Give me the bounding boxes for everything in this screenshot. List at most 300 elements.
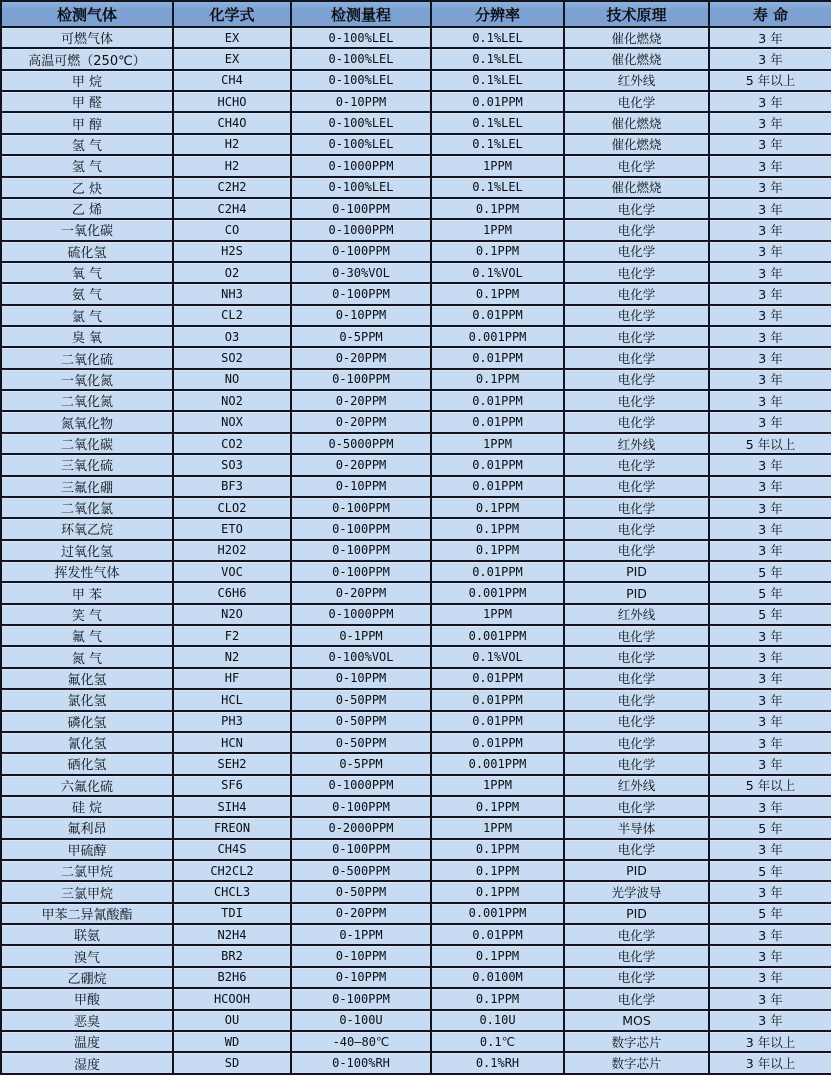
cell-range: 0-5PPM xyxy=(291,326,431,347)
cell-principle: 电化学 xyxy=(564,219,709,240)
table-row xyxy=(1,70,831,91)
cell-formula: BR2 xyxy=(173,945,291,966)
table-row xyxy=(1,241,831,262)
cell-lifespan: 3 年 xyxy=(709,91,831,112)
cell-lifespan: 3 年以上 xyxy=(709,1031,831,1052)
table-row xyxy=(1,283,831,304)
cell-formula: H2S xyxy=(173,241,291,262)
cell-gas: 氮 气 xyxy=(1,646,173,667)
cell-lifespan: 3 年 xyxy=(709,411,831,432)
cell-principle: 催化燃烧 xyxy=(564,48,709,69)
cell-principle: 电化学 xyxy=(564,924,709,945)
cell-lifespan: 5 年以上 xyxy=(709,70,831,91)
cell-lifespan: 3 年 xyxy=(709,881,831,902)
cell-range: 0-100%LEL xyxy=(291,70,431,91)
cell-gas: 六氟化硫 xyxy=(1,775,173,796)
column-header-range: 检测量程 xyxy=(291,1,431,27)
cell-range: 0-100%RH xyxy=(291,1052,431,1074)
cell-lifespan: 3 年 xyxy=(709,711,831,732)
cell-principle: MOS xyxy=(564,1010,709,1031)
table-row xyxy=(1,454,831,475)
cell-principle: 电化学 xyxy=(564,689,709,710)
table-row xyxy=(1,817,831,838)
cell-formula: SO2 xyxy=(173,347,291,368)
cell-principle: 电化学 xyxy=(564,91,709,112)
cell-formula: CH4S xyxy=(173,839,291,860)
cell-formula: CH4 xyxy=(173,70,291,91)
table-row xyxy=(1,924,831,945)
cell-lifespan: 3 年 xyxy=(709,48,831,69)
cell-resolution: 0.001PPM xyxy=(431,903,564,924)
cell-range: 0-100%LEL xyxy=(291,27,431,48)
cell-lifespan: 3 年 xyxy=(709,369,831,390)
cell-principle: 电化学 xyxy=(564,155,709,176)
cell-gas: 硅 烷 xyxy=(1,796,173,817)
cell-resolution: 1PPM xyxy=(431,775,564,796)
cell-range: 0-100%LEL xyxy=(291,112,431,133)
cell-formula: CLO2 xyxy=(173,497,291,518)
cell-gas: 挥发性气体 xyxy=(1,561,173,582)
table-row xyxy=(1,604,831,625)
cell-resolution: 0.10U xyxy=(431,1010,564,1031)
cell-principle: 电化学 xyxy=(564,839,709,860)
cell-resolution: 0.1PPM xyxy=(431,241,564,262)
cell-lifespan: 3 年 xyxy=(709,241,831,262)
cell-gas: 氮氧化物 xyxy=(1,411,173,432)
table-row xyxy=(1,27,831,48)
cell-range: 0-10PPM xyxy=(291,305,431,326)
cell-range: 0-5000PPM xyxy=(291,433,431,454)
table-row xyxy=(1,881,831,902)
cell-resolution: 0.1PPM xyxy=(431,369,564,390)
table-row xyxy=(1,582,831,603)
cell-principle: PID xyxy=(564,561,709,582)
cell-principle: 电化学 xyxy=(564,711,709,732)
cell-range: 0-100PPM xyxy=(291,518,431,539)
cell-resolution: 0.1PPM xyxy=(431,945,564,966)
cell-gas: 氟化氢 xyxy=(1,668,173,689)
cell-lifespan: 3 年 xyxy=(709,625,831,646)
cell-gas: 温度 xyxy=(1,1031,173,1052)
cell-lifespan: 3 年 xyxy=(709,646,831,667)
table-row xyxy=(1,155,831,176)
cell-principle: 电化学 xyxy=(564,305,709,326)
cell-principle: 光学波导 xyxy=(564,881,709,902)
column-header-lifespan: 寿 命 xyxy=(709,1,831,27)
cell-resolution: 0.001PPM xyxy=(431,753,564,774)
cell-range: 0-20PPM xyxy=(291,411,431,432)
cell-lifespan: 5 年 xyxy=(709,817,831,838)
column-header-resolution: 分辨率 xyxy=(431,1,564,27)
cell-resolution: 0.1PPM xyxy=(431,839,564,860)
cell-gas: 甲 烷 xyxy=(1,70,173,91)
table-row xyxy=(1,305,831,326)
cell-lifespan: 3 年 xyxy=(709,839,831,860)
cell-range: 0-20PPM xyxy=(291,390,431,411)
cell-gas: 笑 气 xyxy=(1,604,173,625)
cell-gas: 氯化氢 xyxy=(1,689,173,710)
cell-lifespan: 3 年 xyxy=(709,219,831,240)
table-row xyxy=(1,177,831,198)
table-row xyxy=(1,711,831,732)
cell-lifespan: 3 年 xyxy=(709,732,831,753)
cell-formula: OU xyxy=(173,1010,291,1031)
cell-formula: SD xyxy=(173,1052,291,1074)
table-row xyxy=(1,347,831,368)
cell-gas: 可燃气体 xyxy=(1,27,173,48)
cell-principle: 电化学 xyxy=(564,283,709,304)
table-row xyxy=(1,476,831,497)
cell-range: 0-100%LEL xyxy=(291,48,431,69)
table-row xyxy=(1,411,831,432)
cell-range: 0-500PPM xyxy=(291,860,431,881)
table-row xyxy=(1,1031,831,1052)
cell-formula: O3 xyxy=(173,326,291,347)
cell-resolution: 0.01PPM xyxy=(431,454,564,475)
table-row xyxy=(1,369,831,390)
cell-formula: O2 xyxy=(173,262,291,283)
cell-resolution: 0.1PPM xyxy=(431,881,564,902)
cell-gas: 氨 气 xyxy=(1,283,173,304)
cell-resolution: 0.1PPM xyxy=(431,796,564,817)
cell-range: 0-50PPM xyxy=(291,711,431,732)
cell-formula: EX xyxy=(173,27,291,48)
cell-range: 0-10PPM xyxy=(291,91,431,112)
cell-range: 0-1000PPM xyxy=(291,604,431,625)
cell-resolution: 0.1PPM xyxy=(431,198,564,219)
cell-resolution: 0.01PPM xyxy=(431,668,564,689)
cell-principle: 半导体 xyxy=(564,817,709,838)
cell-formula: HCOOH xyxy=(173,988,291,1009)
cell-principle: 电化学 xyxy=(564,540,709,561)
table-row xyxy=(1,219,831,240)
cell-range: 0-20PPM xyxy=(291,347,431,368)
cell-range: 0-1PPM xyxy=(291,924,431,945)
cell-formula: N2O xyxy=(173,604,291,625)
cell-gas: 恶臭 xyxy=(1,1010,173,1031)
table-row xyxy=(1,91,831,112)
cell-formula: BF3 xyxy=(173,476,291,497)
cell-range: 0-1000PPM xyxy=(291,155,431,176)
cell-range: 0-20PPM xyxy=(291,454,431,475)
cell-resolution: 0.1%LEL xyxy=(431,27,564,48)
cell-range: 0-100PPM xyxy=(291,540,431,561)
cell-formula: H2O2 xyxy=(173,540,291,561)
cell-range: 0-50PPM xyxy=(291,881,431,902)
cell-lifespan: 3 年 xyxy=(709,988,831,1009)
column-header-gas: 检测气体 xyxy=(1,1,173,27)
cell-lifespan: 3 年 xyxy=(709,476,831,497)
cell-principle: 电化学 xyxy=(564,198,709,219)
table-row xyxy=(1,433,831,454)
cell-resolution: 0.01PPM xyxy=(431,305,564,326)
cell-principle: 电化学 xyxy=(564,646,709,667)
cell-resolution: 1PPM xyxy=(431,604,564,625)
table-row xyxy=(1,1010,831,1031)
cell-lifespan: 3 年 xyxy=(709,540,831,561)
cell-resolution: 0.1%VOL xyxy=(431,262,564,283)
table-row xyxy=(1,796,831,817)
cell-range: 0-50PPM xyxy=(291,732,431,753)
cell-resolution: 0.01PPM xyxy=(431,732,564,753)
cell-gas: 溴气 xyxy=(1,945,173,966)
table-row xyxy=(1,390,831,411)
cell-formula: N2 xyxy=(173,646,291,667)
cell-range: 0-100%VOL xyxy=(291,646,431,667)
cell-range: 0-10PPM xyxy=(291,668,431,689)
cell-gas: 甲 醛 xyxy=(1,91,173,112)
cell-principle: 催化燃烧 xyxy=(564,177,709,198)
cell-range: 0-100PPM xyxy=(291,369,431,390)
cell-resolution: 0.1%VOL xyxy=(431,646,564,667)
cell-formula: NOX xyxy=(173,411,291,432)
cell-gas: 二氧化氮 xyxy=(1,390,173,411)
cell-formula: NO2 xyxy=(173,390,291,411)
cell-resolution: 0.01PPM xyxy=(431,711,564,732)
cell-principle: 数字芯片 xyxy=(564,1052,709,1074)
table-row xyxy=(1,775,831,796)
cell-gas: 氢 气 xyxy=(1,155,173,176)
cell-range: 0-100PPM xyxy=(291,561,431,582)
cell-range: 0-100%LEL xyxy=(291,134,431,155)
cell-formula: HCN xyxy=(173,732,291,753)
cell-range: 0-20PPM xyxy=(291,903,431,924)
table-row xyxy=(1,988,831,1009)
cell-principle: 电化学 xyxy=(564,732,709,753)
cell-gas: 过氧化氢 xyxy=(1,540,173,561)
cell-formula: WD xyxy=(173,1031,291,1052)
cell-resolution: 0.001PPM xyxy=(431,326,564,347)
cell-resolution: 0.1%LEL xyxy=(431,134,564,155)
cell-gas: 磷化氢 xyxy=(1,711,173,732)
cell-gas: 二氧化硫 xyxy=(1,347,173,368)
cell-principle: 电化学 xyxy=(564,390,709,411)
cell-lifespan: 5 年 xyxy=(709,561,831,582)
cell-principle: 电化学 xyxy=(564,369,709,390)
cell-gas: 三氧化硫 xyxy=(1,454,173,475)
table-row xyxy=(1,1052,831,1074)
cell-formula: PH3 xyxy=(173,711,291,732)
cell-formula: H2 xyxy=(173,134,291,155)
cell-resolution: 1PPM xyxy=(431,817,564,838)
cell-principle: 红外线 xyxy=(564,604,709,625)
cell-gas: 三氯甲烷 xyxy=(1,881,173,902)
table-row xyxy=(1,561,831,582)
cell-formula: CH4O xyxy=(173,112,291,133)
column-header-principle: 技术原理 xyxy=(564,1,709,27)
cell-resolution: 0.0100M xyxy=(431,967,564,988)
cell-lifespan: 3 年 xyxy=(709,945,831,966)
cell-gas: 甲硫醇 xyxy=(1,839,173,860)
cell-principle: 电化学 xyxy=(564,988,709,1009)
cell-formula: SIH4 xyxy=(173,796,291,817)
cell-principle: 电化学 xyxy=(564,796,709,817)
cell-resolution: 0.01PPM xyxy=(431,91,564,112)
table-row xyxy=(1,48,831,69)
cell-principle: 电化学 xyxy=(564,753,709,774)
cell-principle: 催化燃烧 xyxy=(564,112,709,133)
cell-gas: 氟利昂 xyxy=(1,817,173,838)
cell-resolution: 0.1PPM xyxy=(431,540,564,561)
cell-range: 0-10PPM xyxy=(291,476,431,497)
cell-formula: NO xyxy=(173,369,291,390)
cell-gas: 环氧乙烷 xyxy=(1,518,173,539)
table-row xyxy=(1,134,831,155)
table-header-row xyxy=(1,1,831,27)
cell-range: 0-100U xyxy=(291,1010,431,1031)
cell-resolution: 1PPM xyxy=(431,433,564,454)
table-row xyxy=(1,518,831,539)
cell-formula: SF6 xyxy=(173,775,291,796)
cell-lifespan: 3 年 xyxy=(709,27,831,48)
cell-principle: 电化学 xyxy=(564,518,709,539)
cell-formula: HF xyxy=(173,668,291,689)
cell-lifespan: 3 年 xyxy=(709,497,831,518)
cell-resolution: 0.1%LEL xyxy=(431,70,564,91)
cell-lifespan: 5 年 xyxy=(709,582,831,603)
cell-gas: 二氧化碳 xyxy=(1,433,173,454)
cell-principle: 电化学 xyxy=(564,967,709,988)
cell-range: 0-1000PPM xyxy=(291,775,431,796)
cell-range: 0-100PPM xyxy=(291,796,431,817)
cell-range: 0-100PPM xyxy=(291,839,431,860)
cell-gas: 乙 炔 xyxy=(1,177,173,198)
cell-formula: HCHO xyxy=(173,91,291,112)
cell-resolution: 0.1%LEL xyxy=(431,112,564,133)
table-row xyxy=(1,112,831,133)
cell-lifespan: 3 年 xyxy=(709,753,831,774)
cell-resolution: 0.01PPM xyxy=(431,390,564,411)
table-row xyxy=(1,646,831,667)
cell-principle: 电化学 xyxy=(564,326,709,347)
cell-gas: 一氧化氮 xyxy=(1,369,173,390)
cell-gas: 联氨 xyxy=(1,924,173,945)
cell-gas: 甲 苯 xyxy=(1,582,173,603)
cell-resolution: 0.001PPM xyxy=(431,582,564,603)
cell-range: 0-1000PPM xyxy=(291,219,431,240)
table-row xyxy=(1,198,831,219)
cell-lifespan: 3 年以上 xyxy=(709,1052,831,1074)
cell-range: 0-30%VOL xyxy=(291,262,431,283)
cell-formula: VOC xyxy=(173,561,291,582)
cell-formula: CH2CL2 xyxy=(173,860,291,881)
cell-lifespan: 3 年 xyxy=(709,668,831,689)
cell-formula: HCL xyxy=(173,689,291,710)
cell-resolution: 0.01PPM xyxy=(431,689,564,710)
cell-formula: SO3 xyxy=(173,454,291,475)
cell-formula: SEH2 xyxy=(173,753,291,774)
cell-range: 0-10PPM xyxy=(291,945,431,966)
cell-lifespan: 3 年 xyxy=(709,262,831,283)
cell-principle: 数字芯片 xyxy=(564,1031,709,1052)
cell-lifespan: 5 年 xyxy=(709,903,831,924)
cell-lifespan: 3 年 xyxy=(709,1010,831,1031)
cell-formula: H2 xyxy=(173,155,291,176)
cell-resolution: 1PPM xyxy=(431,219,564,240)
cell-formula: FREON xyxy=(173,817,291,838)
cell-formula: F2 xyxy=(173,625,291,646)
cell-resolution: 0.01PPM xyxy=(431,924,564,945)
cell-range: 0-50PPM xyxy=(291,689,431,710)
cell-gas: 氯 气 xyxy=(1,305,173,326)
cell-principle: 电化学 xyxy=(564,411,709,432)
cell-principle: 电化学 xyxy=(564,454,709,475)
cell-lifespan: 3 年 xyxy=(709,198,831,219)
cell-lifespan: 3 年 xyxy=(709,967,831,988)
cell-gas: 氰化氢 xyxy=(1,732,173,753)
cell-range: 0-100PPM xyxy=(291,198,431,219)
cell-lifespan: 5 年 xyxy=(709,860,831,881)
cell-principle: PID xyxy=(564,903,709,924)
cell-formula: B2H6 xyxy=(173,967,291,988)
table-row xyxy=(1,262,831,283)
column-header-formula: 化学式 xyxy=(173,1,291,27)
table-row xyxy=(1,668,831,689)
table-row xyxy=(1,753,831,774)
cell-formula: C2H2 xyxy=(173,177,291,198)
cell-principle: 电化学 xyxy=(564,262,709,283)
table-row xyxy=(1,689,831,710)
cell-principle: PID xyxy=(564,860,709,881)
cell-range: 0-100PPM xyxy=(291,988,431,1009)
cell-resolution: 1PPM xyxy=(431,155,564,176)
cell-resolution: 0.1PPM xyxy=(431,283,564,304)
cell-range: 0-10PPM xyxy=(291,967,431,988)
cell-resolution: 0.1PPM xyxy=(431,860,564,881)
cell-formula: CL2 xyxy=(173,305,291,326)
cell-gas: 高温可燃（250℃） xyxy=(1,48,173,69)
cell-formula: NH3 xyxy=(173,283,291,304)
cell-resolution: 0.1%LEL xyxy=(431,177,564,198)
cell-lifespan: 3 年 xyxy=(709,689,831,710)
table-row xyxy=(1,540,831,561)
cell-range: 0-100PPM xyxy=(291,497,431,518)
cell-formula: CO2 xyxy=(173,433,291,454)
cell-resolution: 0.01PPM xyxy=(431,347,564,368)
cell-principle: 电化学 xyxy=(564,668,709,689)
cell-principle: 电化学 xyxy=(564,347,709,368)
cell-range: 0-5PPM xyxy=(291,753,431,774)
cell-principle: 电化学 xyxy=(564,476,709,497)
cell-resolution: 0.01PPM xyxy=(431,476,564,497)
table-row xyxy=(1,903,831,924)
cell-principle: 电化学 xyxy=(564,945,709,966)
cell-formula: EX xyxy=(173,48,291,69)
cell-lifespan: 3 年 xyxy=(709,134,831,155)
cell-resolution: 0.1PPM xyxy=(431,518,564,539)
cell-lifespan: 3 年 xyxy=(709,155,831,176)
cell-lifespan: 5 年以上 xyxy=(709,775,831,796)
cell-lifespan: 3 年 xyxy=(709,326,831,347)
table-row xyxy=(1,326,831,347)
cell-gas: 甲 醇 xyxy=(1,112,173,133)
cell-gas: 乙硼烷 xyxy=(1,967,173,988)
cell-gas: 二氧化氯 xyxy=(1,497,173,518)
cell-gas: 一氧化碳 xyxy=(1,219,173,240)
cell-principle: 红外线 xyxy=(564,70,709,91)
table-row xyxy=(1,839,831,860)
cell-gas: 臭 氧 xyxy=(1,326,173,347)
cell-gas: 甲酸 xyxy=(1,988,173,1009)
cell-range: 0-100%LEL xyxy=(291,177,431,198)
table-row xyxy=(1,497,831,518)
cell-gas: 硒化氢 xyxy=(1,753,173,774)
cell-lifespan: 3 年 xyxy=(709,390,831,411)
cell-lifespan: 3 年 xyxy=(709,518,831,539)
cell-range: 0-100PPM xyxy=(291,241,431,262)
table-row xyxy=(1,860,831,881)
cell-gas: 氟 气 xyxy=(1,625,173,646)
